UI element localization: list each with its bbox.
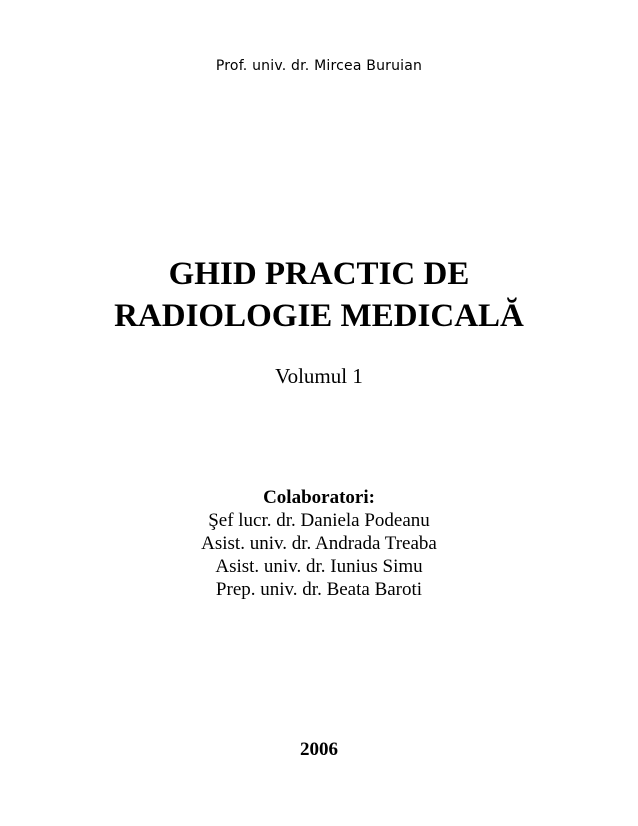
author-name: Prof. univ. dr. Mircea Buruian <box>215 58 423 74</box>
book-title-line-1: GHID PRACTIC DE <box>168 256 470 292</box>
collaborator-item: Şef lucr. dr. Daniela Podeanu <box>208 510 430 531</box>
collaborators-block <box>0 486 638 601</box>
book-title-line-2: RADIOLOGIE MEDICALĂ <box>114 298 524 334</box>
publication-year: 2006 <box>300 739 338 760</box>
collaborator-item: Asist. univ. dr. Andrada Treaba <box>201 533 437 554</box>
volume-label: Volumul 1 <box>275 364 363 388</box>
collaborators-heading: Colaboratori: <box>263 487 375 508</box>
collaborator-item: Asist. univ. dr. Iunius Simu <box>215 556 423 577</box>
collaborator-item: Prep. univ. dr. Beata Baroti <box>215 579 423 600</box>
